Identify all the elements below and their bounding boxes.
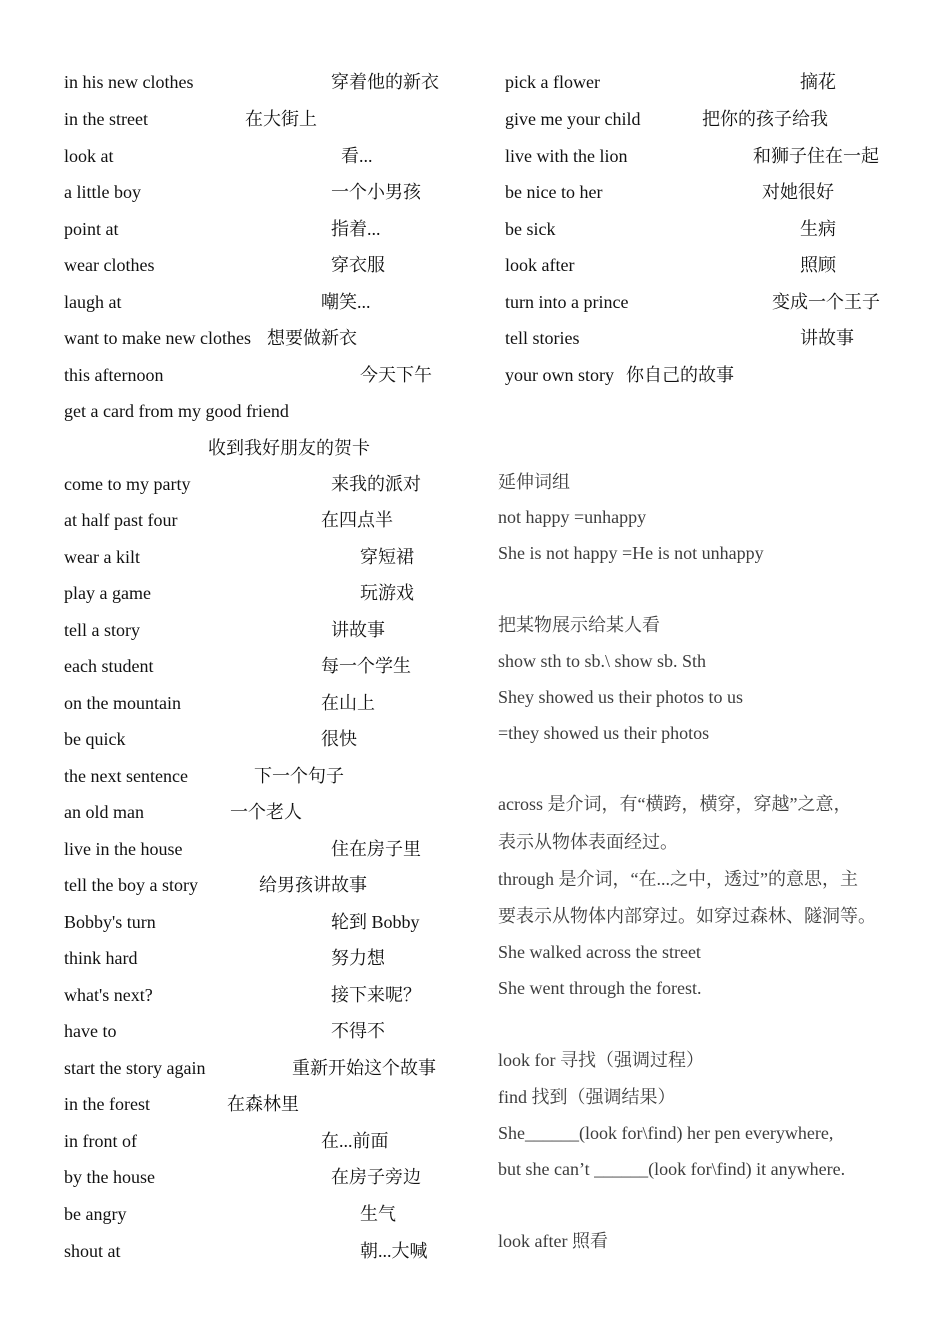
vocab-chinese: 在...前面	[321, 1131, 389, 1151]
vocab-chinese: 玩游戏	[360, 583, 414, 603]
vocab-english: shout at	[64, 1241, 121, 1261]
extension-heading: 延伸词组	[498, 472, 570, 492]
vocab-chinese: 想要做新衣	[267, 328, 357, 348]
vocab-english: be nice to her	[505, 182, 603, 202]
vocab-english: each student	[64, 656, 154, 676]
vocab-chinese: 对她很好	[762, 182, 834, 202]
vocab-chinese: 重新开始这个故事	[292, 1058, 436, 1078]
vocab-chinese: 接下来呢？	[331, 985, 421, 1005]
vocab-english: tell a story	[64, 620, 140, 640]
vocab-english: live with the lion	[505, 146, 628, 166]
vocab-english: in his new clothes	[64, 72, 194, 92]
vocab-english: this afternoon	[64, 365, 164, 385]
vocab-english: an old man	[64, 802, 144, 822]
vocab-english: at half past four	[64, 510, 178, 530]
vocab-chinese: 在房子旁边	[331, 1167, 421, 1187]
vocab-english: be angry	[64, 1204, 127, 1224]
note-line: look for 寻找（强调过程）	[498, 1050, 704, 1070]
vocab-chinese: 穿短裙	[360, 547, 414, 567]
vocab-chinese: 今天下午	[360, 365, 432, 385]
vocab-english: wear a kilt	[64, 547, 140, 567]
vocab-english: pick a flower	[505, 72, 600, 92]
vocab-english: come to my party	[64, 474, 191, 494]
vocab-chinese: 照顾	[800, 255, 836, 275]
vocab-chinese: 下一个句子	[254, 766, 344, 786]
vocab-chinese: 把你的孩子给我	[702, 109, 828, 129]
vocab-english: think hard	[64, 948, 138, 968]
vocab-chinese: 讲故事	[800, 328, 854, 348]
vocab-chinese: 摘花	[800, 72, 836, 92]
vocab-chinese: 收到我好朋友的贺卡	[208, 438, 370, 458]
vocab-english: in the street	[64, 109, 148, 129]
note-line: look after 照看	[498, 1231, 608, 1251]
vocab-chinese: 努力想	[331, 948, 385, 968]
vocab-english: be sick	[505, 219, 556, 239]
vocab-chinese: 和狮子住在一起	[753, 146, 879, 166]
vocab-english: tell stories	[505, 328, 580, 348]
vocab-english: the next sentence	[64, 766, 188, 786]
vocab-english: look at	[64, 146, 114, 166]
vocab-english: wear clothes	[64, 255, 155, 275]
note-line: find 找到（强调结果）	[498, 1087, 676, 1107]
vocab-chinese: 指着...	[331, 219, 381, 239]
vocab-chinese: 在大街上	[245, 109, 317, 129]
note-line: show sth to sb.\ show sb. Sth	[498, 651, 707, 671]
vocab-chinese: 住在房子里	[331, 839, 421, 859]
vocab-english: Bobby's turn	[64, 912, 156, 932]
vocab-english: laugh at	[64, 292, 122, 312]
note-line: but she can’t ______(look for\find) it anywhere.	[498, 1159, 846, 1179]
vocab-chinese: 看...	[341, 146, 373, 166]
note-line: She______(look for\find) her pen everywhere,	[498, 1123, 834, 1143]
vocab-english: give me your child	[505, 109, 641, 129]
vocab-chinese: 不得不	[331, 1021, 385, 1041]
vocab-chinese: 朝...大喊	[360, 1241, 428, 1261]
vocab-english: point at	[64, 219, 119, 239]
vocab-english: what's next?	[64, 985, 153, 1005]
note-line: 表示从物体表面经过。	[498, 832, 678, 852]
vocab-english: look after	[505, 255, 575, 275]
vocab-chinese: 一个老人	[230, 802, 302, 822]
vocab-english: play a game	[64, 583, 151, 603]
note-line: through 是介词，“在...之中，透过”的意思，主	[498, 869, 858, 889]
note-line: She is not happy =He is not unhappy	[498, 543, 764, 563]
vocab-english: your own story	[505, 365, 614, 385]
section-title: 把某物展示给某人看	[498, 615, 660, 635]
vocab-english: in the forest	[64, 1094, 150, 1114]
vocab-chinese: 生气	[360, 1204, 396, 1224]
vocab-chinese: 来我的派对	[331, 474, 421, 494]
vocab-english: in front of	[64, 1131, 137, 1151]
vocab-english: get a card from my good friend	[64, 401, 289, 421]
vocab-chinese: 嘲笑...	[321, 292, 371, 312]
note-line: =they showed us their photos	[498, 723, 710, 743]
note-line: 要表示从物体内部穿过。如穿过森林、隧洞等。	[498, 906, 876, 926]
vocab-chinese: 在山上	[321, 693, 375, 713]
note-line: across 是介词，有“横跨，横穿，穿越”之意，	[498, 794, 852, 814]
note-line: Shey showed us their photos to us	[498, 687, 743, 707]
vocab-english: want to make new clothes	[64, 328, 251, 348]
vocab-chinese: 很快	[321, 729, 357, 749]
note-line: She went through the forest.	[498, 978, 702, 998]
vocab-chinese: 穿着他的新衣	[331, 72, 439, 92]
vocab-english: have to	[64, 1021, 117, 1041]
vocab-english: start the story again	[64, 1058, 206, 1078]
vocab-english: a little boy	[64, 182, 141, 202]
vocab-chinese: 生病	[800, 219, 836, 239]
vocab-chinese: 穿衣服	[331, 255, 385, 275]
extension-notes	[498, 0, 918, 1344]
vocab-chinese: 在森林里	[227, 1094, 299, 1114]
vocab-chinese: 每一个学生	[321, 656, 411, 676]
vocab-chinese: 变成一个王子	[772, 292, 880, 312]
vocab-english: turn into a prince	[505, 292, 629, 312]
vocab-english: live in the house	[64, 839, 183, 859]
vocab-chinese: 给男孩讲故事	[259, 875, 367, 895]
note-line: She walked across the street	[498, 942, 701, 962]
vocab-chinese: 一个小男孩	[331, 182, 421, 202]
vocab-chinese: 你自己的故事	[626, 365, 734, 385]
vocab-english: be quick	[64, 729, 126, 749]
vocab-chinese: 轮到 Bobby	[331, 912, 420, 932]
note-line: not happy =unhappy	[498, 507, 647, 527]
vocab-chinese: 讲故事	[331, 620, 385, 640]
left-vocab-column	[64, 0, 464, 1344]
vocab-english: tell the boy a story	[64, 875, 198, 895]
vocab-english: by the house	[64, 1167, 155, 1187]
vocab-english: on the mountain	[64, 693, 181, 713]
vocab-chinese: 在四点半	[321, 510, 393, 530]
